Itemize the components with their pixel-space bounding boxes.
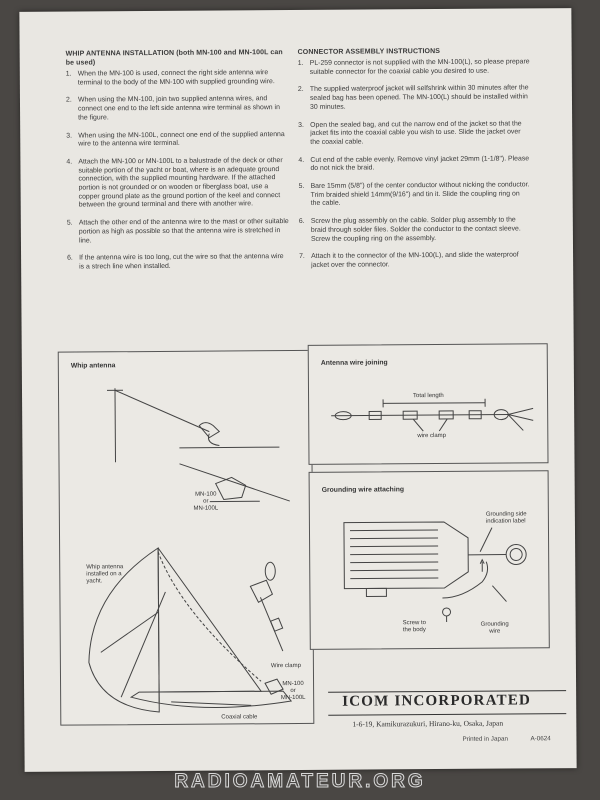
list-item: 3. Open the sealed bag, and cut the narrow end of the jacket so that the jacket fits into the coaxial cable you wish to use. Slide the jacket over the coaxial cable. [298,119,522,146]
list-item: 3. When using the MN-100L, connect one end of the supplied antenna wire to the antenna wire terminal. [66,130,285,148]
antenna-wire-joining-title: Antenna wire joining [320,359,388,367]
printed-in-label: Printed in Japan [462,735,508,743]
grounding-wire-drawing [310,471,549,649]
whip-antenna-title: Whip antenna [70,362,116,370]
grounding-side-label: Grounding side indication label [485,511,527,525]
yacht-label: Whip antenna installed on a yacht. [86,564,124,585]
list-item: 2. When using the MN-100, join two supplied antenna wires, and connect one end to the left side antenna wire terminal as shown in the figure. [65,95,280,122]
list-item: 7. Attach it to the connector of the MN-100(L), and slide the waterproof jacket over the connector. [299,251,519,269]
grounding-wire-label: Grounding wire [480,621,509,635]
antenna-wire-joining-drawing [309,344,548,464]
total-length-label: Total length [413,392,444,400]
connector-assembly-steps [298,58,531,270]
whip-installation-section [66,48,290,281]
connector-assembly-section [298,46,532,279]
model-label-upper: MN-100 or MN-100L [193,491,219,512]
coaxial-cable-label: Coaxial cable [221,714,258,721]
grounding-wire-title: Grounding wire attaching [321,486,405,494]
company-address: 1-6-19, Kamikurazukuri, Hirano-ku, Osaka, Japan [352,718,504,729]
list-item: 6. If the antenna wire is too long, cut the wire so that the antenna wire is a strech line when installed. [67,253,284,271]
antenna-wire-joining-figure [308,343,549,465]
connector-assembly-heading: CONNECTOR ASSEMBLY INSTRUCTIONS [297,48,441,56]
document-code: A-0624 [530,735,551,743]
whip-installation-steps [66,69,289,272]
model-label-lower: MN-100 or MN-100L [280,680,306,702]
joining-wire-clamp-label: wire clamp [417,432,447,440]
list-item: 2. The supplied waterproof jacket will selfshrink within 30 minutes after the sealed bag has been opened. The MN-100(L) should be installed within 30 minutes. [297,84,529,111]
whip-installation-heading: WHIP ANTENNA INSTALLATION (both MN-100 and MN-100L can be used) [65,49,283,67]
instruction-sheet [19,8,576,772]
list-item: 5. Bare 15mm (5/8") of the center conductor without nicking the conductor. Trim braided shield 14mm(9/16") and tin it. Slide the coupling ring on the cable. [298,181,530,208]
wire-clamp-label: Wire clamp [270,662,301,670]
list-item: 1. When the MN-100 is used, connect the right side antenna wire terminal to the body of the MN-100 with supplied grounding wire. [65,69,275,87]
site-watermark: RADIOAMATEUR.ORG [174,771,426,792]
list-item: 4. Cut end of the cable evenly. Remove vinyl jacket 29mm (1-1/8"). Please do not nick the braid. [298,155,530,173]
screw-to-body-label: Screw to the body [402,620,426,634]
list-item: 4. Attach the MN-100 or MN-100L to a balustrade of the deck or other suitable portion of the yacht or boat, where is an adequate ground connection, with the supplied mounting hardware. If the attached portion is not grounded or on wooden or fiberglass boat, use a copper ground plate as the ground portion of the keel and connect between the ground terminal and there with another wire. [66,157,283,209]
company-rule-bottom [328,713,566,716]
whip-antenna-figure [58,350,315,726]
list-item: 6. Screw the plug assembly on the cable. Solder plug assembly to the braid through solder files. Solder the conductor to the contact sleeve. Screw the coupling ring on the assembly. [298,216,521,243]
list-item: 5. Attach the other end of the antenna wire to the mast or other suitable portion as high as possible so that the antenna wire is stretched in line. [66,218,289,245]
company-name: ICOM INCORPORATED [342,692,532,710]
list-item: 1. PL-259 connector is not supplied with the MN-100(L), so please prepare suitable connector for the coaxial cable you desired to use. [297,58,530,76]
grounding-wire-figure [309,470,550,650]
